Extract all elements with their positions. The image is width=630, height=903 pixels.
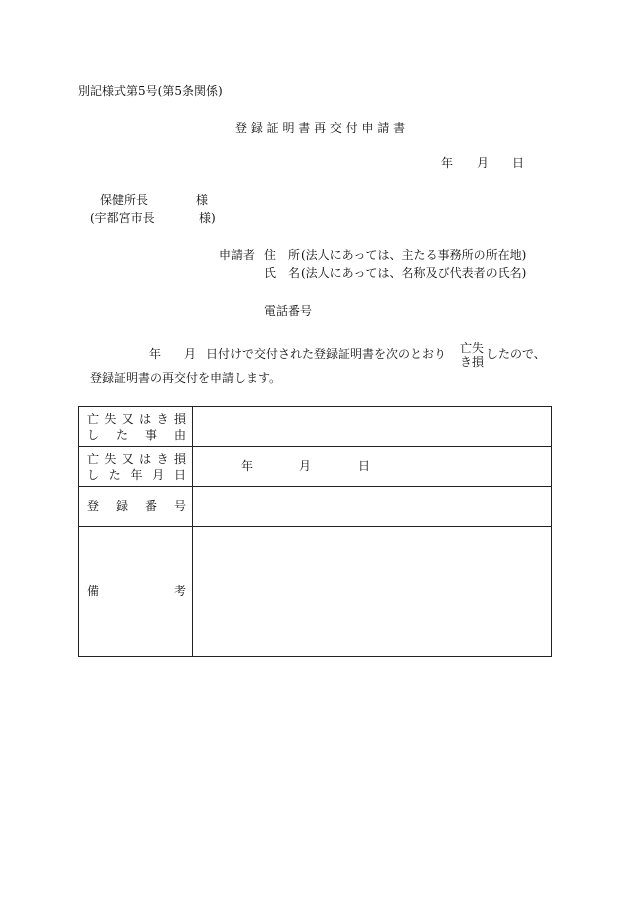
body-text-2: したので、 xyxy=(486,347,546,361)
field-remarks[interactable] xyxy=(193,527,552,657)
table-row-date xyxy=(79,447,552,487)
form-number: 別記様式第5号(第5条関係) xyxy=(78,84,223,98)
document-title: 登 録 証 明 書 再 交 付 申 請 書 xyxy=(235,121,406,135)
field-date[interactable] xyxy=(193,447,552,487)
label-reason: 亡 失 又 は き 損 し た 事 由 xyxy=(79,407,193,447)
body-year-unit: 年 xyxy=(149,347,162,361)
phone-label: 電話番号 xyxy=(264,304,313,318)
addressee-alt-honorific: 様) xyxy=(199,211,216,225)
addressee-alt-name: (宇都宮市長 xyxy=(90,211,155,225)
field-reason[interactable] xyxy=(193,407,552,447)
address-label: 住 所 xyxy=(264,248,301,262)
table-row-number xyxy=(79,487,552,527)
body-text-3: 登録証明書の再交付を申請します。 xyxy=(90,371,282,385)
field-date-day: 日 xyxy=(358,459,371,473)
label-registration-number: 登 録 番 号 xyxy=(79,487,193,527)
date-month-unit: 月 xyxy=(477,156,490,170)
choice-damaged: き損 xyxy=(460,355,485,369)
label-remarks: 備 考 xyxy=(79,527,193,657)
label-date: 亡 失 又 は き 損 し た 年 月 日 xyxy=(79,447,193,487)
applicant-label: 申請者 xyxy=(219,248,256,262)
name-label: 氏 名 xyxy=(264,266,301,280)
date-day-unit: 日 xyxy=(512,156,525,170)
address-note: (法人にあっては、主たる事務所の所在地) xyxy=(301,248,527,262)
application-table xyxy=(78,406,552,657)
loss-damage-choice xyxy=(460,341,484,369)
field-registration-number[interactable] xyxy=(193,487,552,527)
date-year-unit: 年 xyxy=(441,156,454,170)
body-text-1: 日付けで交付された登録証明書を次のとおり xyxy=(206,347,447,361)
addressee-name: 保健所長 xyxy=(100,193,149,207)
table-row-remarks xyxy=(79,527,552,657)
body-month-unit: 月 xyxy=(184,347,197,361)
addressee-honorific: 様 xyxy=(196,193,209,207)
table-row-reason xyxy=(79,407,552,447)
field-date-year: 年 xyxy=(241,459,254,473)
name-note: (法人にあっては、名称及び代表者の氏名) xyxy=(301,266,527,280)
field-date-month: 月 xyxy=(299,459,312,473)
choice-lost: 亡失 xyxy=(460,341,485,355)
